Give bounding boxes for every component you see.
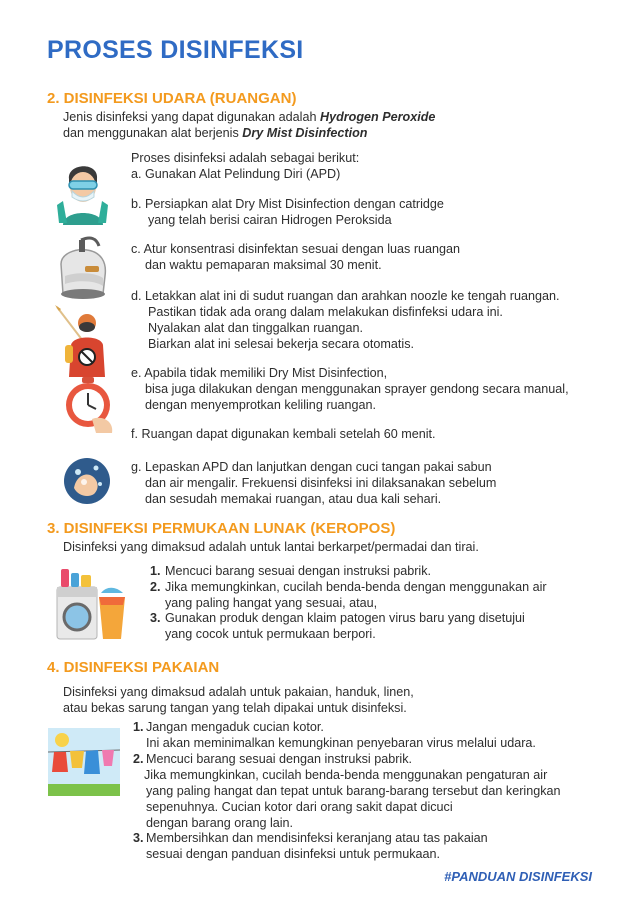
section-4-heading: 4. DISINFEKSI PAKAIAN: [47, 659, 220, 676]
s2-step-d-3: Nyalakan alat dan tinggalkan ruangan.: [148, 321, 363, 335]
handwash-icon: [64, 458, 110, 504]
s4-item-2-d: sepenuhnya. Cucian kotor dari orang sakit dapat dicuci: [146, 800, 453, 814]
s4-intro-2: atau bekas sarung tangan yang telah dipakai untuk disinfeksi.: [63, 701, 407, 715]
s2-step-g-2: dan air mengalir. Frekuensi disinfeksi ini dilaksanakan sebelum: [145, 476, 497, 490]
s4-intro-1: Disinfeksi yang dimaksud adalah untuk pakaian, handuk, linen,: [63, 685, 414, 699]
s2-step-e-1: e. Apabila tidak memiliki Dry Mist Disinfection,: [131, 366, 388, 380]
s2-intro-line-2: dan menggunakan alat berjenis Dry Mist Disinfection: [63, 126, 368, 140]
s3-item-3-a: Gunakan produk dengan klaim patogen virus baru yang disetujui: [165, 611, 525, 625]
s2-step-a: a. Gunakan Alat Pelindung Diri (APD): [131, 167, 341, 181]
s2-step-b-2: yang telah berisi cairan Hidrogen Peroksida: [148, 213, 392, 227]
washing-machine-icon: [55, 565, 127, 643]
s4-item-2-c: yang paling hangat dan tepat untuk barang-barang tersebut dan keringkan: [146, 784, 561, 798]
s3-item-3-b: yang cocok untuk permukaan berpori.: [165, 627, 376, 641]
s2-step-c-2: dan waktu pemaparan maksimal 30 menit.: [145, 258, 382, 272]
s3-item-2-a: Jika memungkinkan, cucilah benda-benda dengan menggunakan air: [165, 580, 547, 594]
footer-hashtag: #PANDUAN DISINFEKSI: [444, 869, 592, 884]
clothesline-icon: [48, 728, 120, 796]
s2-step-d-2: Pastikan tidak ada orang dalam melakukan disfinfeksi udara ini.: [148, 305, 503, 319]
s2-step-c-1: c. Atur konsentrasi disinfektan sesuai dengan luas ruangan: [131, 242, 461, 256]
s4-num-1: 1.: [133, 720, 144, 734]
s4-num-3: 3.: [133, 831, 144, 845]
s2-step-b-1: b. Persiapkan alat Dry Mist Disinfection dengan catridge: [131, 197, 444, 211]
s3-intro: Disinfeksi yang dimaksud adalah untuk lantai berkarpet/permadai dan tirai.: [63, 540, 479, 554]
health-worker-icon: [55, 155, 110, 225]
s2-intro-line-1: Jenis disinfeksi yang dapat digunakan adalah Hydrogen Peroxide: [63, 110, 436, 124]
s3-num-2: 2.: [150, 580, 161, 594]
s2-step-e-2: bisa juga dilakukan dengan menggunakan sprayer gendong secara manual,: [145, 382, 569, 396]
s2-step-d-1: d. Letakkan alat ini di sudut ruangan dan arahkan noozle ke tengah ruangan.: [131, 289, 560, 303]
stopwatch-icon: [62, 375, 116, 435]
s3-num-1: 1.: [150, 564, 161, 578]
s2-lead: Proses disinfeksi adalah sebagai berikut:: [131, 151, 360, 165]
s4-item-3-b: sesuai dengan panduan disinfeksi untuk permukaan.: [146, 847, 441, 861]
section-2-heading: 2. DISINFEKSI UDARA (RUANGAN): [47, 90, 297, 107]
s2-step-g-3: dan sesudah memakai ruangan, atau dua kali sehari.: [145, 492, 442, 506]
s2-step-e-3: dengan menyemprotkan keliling ruangan.: [145, 398, 377, 412]
s4-item-1-a: Jangan mengaduk cucian kotor.: [146, 720, 324, 734]
mist-machine-icon: [55, 236, 111, 302]
s3-num-3: 3.: [150, 611, 161, 625]
s3-item-2-b: yang paling hangat yang sesuai, atau,: [165, 596, 378, 610]
s4-item-2-a: Mencuci barang sesuai dengan instruksi pabrik.: [146, 752, 413, 766]
s4-item-1-b: Ini akan meminimalkan kemungkinan penyebaran virus melalui udara.: [146, 736, 536, 750]
s2-step-f: f. Ruangan dapat digunakan kembali setelah 60 menit.: [131, 427, 436, 441]
s2-step-g-1: g. Lepaskan APD dan lanjutkan dengan cuci tangan pakai sabun: [131, 460, 492, 474]
section-3-heading: 3. DISINFEKSI PERMUKAAN LUNAK (KEROPOS): [47, 520, 396, 537]
sprayer-worker-icon: [55, 305, 113, 377]
s4-num-2: 2.: [133, 752, 144, 766]
page-title: PROSES DISINFEKSI: [47, 36, 304, 64]
s4-item-2-e: dengan barang orang lain.: [146, 816, 294, 830]
s3-item-1: Mencuci barang sesuai dengan instruksi pabrik.: [165, 564, 432, 578]
s2-intro-emphasis-1: Hydrogen Peroxide: [319, 110, 436, 124]
s2-intro-emphasis-2: Dry Mist Disinfection: [242, 126, 368, 140]
s2-step-d-4: Biarkan alat ini selesai bekerja secara otomatis.: [148, 337, 414, 351]
s4-item-3-a: Membersihkan dan mendisinfeksi keranjang atau tas pakaian: [146, 831, 488, 845]
s4-item-2-b: Jika memungkinkan, cucilah benda-benda menggunakan pengaturan air: [144, 768, 548, 782]
